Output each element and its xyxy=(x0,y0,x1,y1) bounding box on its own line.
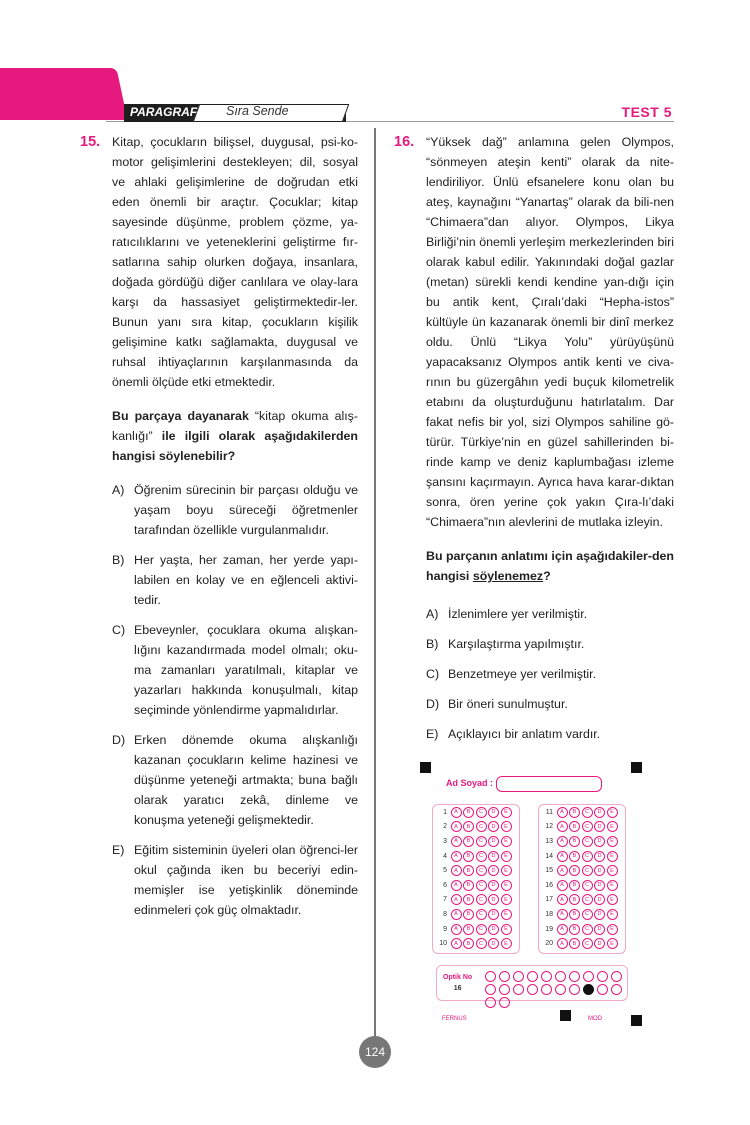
answer-bubble[interactable]: B xyxy=(569,938,580,949)
answer-bubble[interactable]: A xyxy=(451,821,462,832)
answer-row xyxy=(539,878,625,893)
answer-bubble[interactable]: C xyxy=(582,909,593,920)
answer-bubble[interactable]: B xyxy=(463,821,474,832)
answer-bubble[interactable]: D xyxy=(488,865,499,876)
answer-options xyxy=(426,604,674,744)
optik-bubble[interactable] xyxy=(583,971,594,982)
answer-bubble[interactable]: E xyxy=(607,909,618,920)
answer-bubble[interactable]: D xyxy=(488,924,499,935)
test-label: TEST 5 xyxy=(621,104,672,120)
column-divider xyxy=(374,128,376,1048)
answer-bubble[interactable]: D xyxy=(594,924,605,935)
answer-bubble[interactable]: A xyxy=(557,821,568,832)
answer-bubble[interactable]: B xyxy=(463,924,474,935)
answer-bubble[interactable]: B xyxy=(569,880,580,891)
header-rule xyxy=(346,121,674,122)
form-corner-mark xyxy=(631,1015,642,1026)
question-passage: Kitap, çocukların bilişsel, duygusal, psi-ko-motor gelişimlerini destekleyen; dil, sosyal ve ahlaki gelişimlerine de doğrudan etki eden önemli bir araçtır. Çocuklar; kitap sayesinde düşünme, problem çözme, ya-ratıcılıklarını ve yeteneklerini geliştirme fır-satlarına sahip olurken doğaya, insanlara, doğada gördüğü diğer canlılara ve olay-lara karşı da hassasiyet geliştirmektedir-ler. Bunun yanı sıra kitap, çocukların kişilik gelişimine katkı sağlamakta, duygusal ve ruhsal ihtiyaçlarının karşılanmasında da önemli ölçüde etki etmektedir. xyxy=(112,135,358,389)
answer-bubble[interactable]: D xyxy=(594,880,605,891)
name-label: Ad Soyad : xyxy=(446,778,494,788)
answer-bubble[interactable]: E xyxy=(607,924,618,935)
answer-bubble[interactable]: B xyxy=(463,909,474,920)
answer-bubble[interactable]: B xyxy=(463,938,474,949)
answer-bubble[interactable]: C xyxy=(476,894,487,905)
question-number: 16. xyxy=(394,134,415,150)
option-letter: A) xyxy=(426,607,439,621)
footer-brand-right: MOD xyxy=(588,1016,602,1022)
answer-bubble[interactable]: B xyxy=(569,865,580,876)
optik-label: Optik No 16 xyxy=(443,974,473,992)
answer-bubble[interactable]: A xyxy=(557,865,568,876)
answer-bubble[interactable]: A xyxy=(557,909,568,920)
answer-bubble[interactable]: B xyxy=(463,894,474,905)
answer-bubble[interactable]: E xyxy=(501,865,512,876)
option-text: İzlenimlere yer verilmiştir. xyxy=(448,607,588,621)
answer-bubble[interactable]: D xyxy=(488,894,499,905)
question-stem: Bu parçanın anlatımı için aşağıdakiler-den hangisi söylenemez? xyxy=(426,549,674,583)
answer-bubble[interactable]: A xyxy=(451,836,462,847)
answer-bubble[interactable]: D xyxy=(488,807,499,818)
optik-bubble[interactable] xyxy=(541,984,552,995)
answer-bubble[interactable]: A xyxy=(557,851,568,862)
option-letter: B) xyxy=(426,637,439,651)
answer-row xyxy=(433,805,519,820)
optik-bubble[interactable] xyxy=(499,984,510,995)
question-number: 15. xyxy=(80,134,101,150)
option-letter: A) xyxy=(112,483,125,497)
option-letter: B) xyxy=(112,553,125,567)
answer-bubble[interactable]: A xyxy=(557,924,568,935)
option-text: Eğitim sisteminin üyeleri olan öğrenci-ler okul çağında iken bu beceriyi edin-memişler ise yetişkinlik döneminde edinmeleri çok güç olmaktadır. xyxy=(134,843,358,917)
section-subtitle: Sıra Sende xyxy=(226,104,289,118)
answer-option[interactable] xyxy=(426,664,674,684)
answer-bubble[interactable]: A xyxy=(451,938,462,949)
row-number: 5 xyxy=(443,867,447,875)
answer-row xyxy=(539,849,625,864)
row-number: 18 xyxy=(545,910,553,918)
answer-row xyxy=(539,907,625,922)
answer-bubble[interactable]: E xyxy=(607,938,618,949)
answer-bubble[interactable]: E xyxy=(607,894,618,905)
row-number: 7 xyxy=(443,896,447,904)
answer-bubble[interactable]: C xyxy=(476,836,487,847)
form-corner-mark xyxy=(420,762,431,773)
option-text: Ebeveynler, çocuklara okuma alışkan-lığını kazandırmada model olmalı; oku-ma zamanları yaratılmalı, kitaplar ve yazarları hakkında konuşulmalı, kitap seçiminde yönlendirme yapmalıdırlar. xyxy=(134,623,358,717)
row-number: 2 xyxy=(443,823,447,831)
answer-bubble[interactable]: D xyxy=(594,938,605,949)
optik-bubble[interactable] xyxy=(555,984,566,995)
row-number: 17 xyxy=(545,896,553,904)
option-letter: E) xyxy=(112,843,125,857)
row-number: 19 xyxy=(545,925,553,933)
answer-bubble[interactable]: A xyxy=(451,909,462,920)
answer-option[interactable] xyxy=(112,620,358,720)
answer-bubble[interactable]: B xyxy=(569,821,580,832)
option-text: Her yaşta, her zaman, her yerde yapı-labilen en kolay ve en eğlenceli aktivi-tedir. xyxy=(134,553,358,607)
answer-bubble[interactable]: D xyxy=(488,880,499,891)
answer-option[interactable] xyxy=(426,694,674,714)
answer-bubble[interactable]: B xyxy=(463,836,474,847)
answer-bubble[interactable]: B xyxy=(569,894,580,905)
optik-bubble[interactable] xyxy=(527,971,538,982)
question-passage: “Yüksek dağ” anlamına gelen Olympos, “sönmeyen ateşin kenti” olarak da nite-lendiriliyor. Ünlü efsanelere konu olan bu ateş, kaynağını “Yanartaş” olarak da bili-nen “Chimaera”dan alıyor. Olympos, Likya Birliği’nin önemli yerleşim merkezlerinden biri olarak kabul edilir. Yakınındaki doğal gazlar (metan) sürekli kendi kendine yan-dığı için bu antik kent, Çıralı’daki “Hepha-istos” kültüyle ün kazanarak önemli bir dinî merkez oldu. Ünlü “Likya Yolu” yürüyüşünü yapacaksanız Olympos antik kenti ve civa-rının bu güzergâhın yedi buçuk kilometrelik etabını da oluşturduğunu hatırlatalım. Dar fakat nefis bir yol, sizi Olympos sahiline gö-türür. Türkiye’nin en güzel sahillerinden bi-rinde kamp ve deniz kaplumbağası izleme şansını kaçırmayın. Ayrıca hava karar-dıktan sonra, ören yerine çok yakın Çıra-lı’daki “Chimaera”nın alevlerini de mutlaka izleyin. xyxy=(426,135,674,529)
answer-bubble[interactable]: E xyxy=(501,836,512,847)
answer-bubble[interactable]: B xyxy=(569,851,580,862)
answer-bubble[interactable]: A xyxy=(557,938,568,949)
answer-bubble[interactable]: B xyxy=(569,924,580,935)
answer-bubble[interactable]: C xyxy=(582,807,593,818)
optik-bubble[interactable] xyxy=(569,984,580,995)
answer-bubble[interactable]: D xyxy=(488,836,499,847)
answer-row xyxy=(433,834,519,849)
answer-bubble[interactable]: E xyxy=(607,851,618,862)
answer-option[interactable] xyxy=(112,730,358,830)
optik-bubble[interactable] xyxy=(555,971,566,982)
optik-bubble[interactable] xyxy=(611,984,622,995)
optik-bubble[interactable] xyxy=(541,971,552,982)
form-corner-mark xyxy=(560,1010,571,1021)
option-letter: E) xyxy=(426,727,439,741)
answer-bubble[interactable]: B xyxy=(569,909,580,920)
row-number: 14 xyxy=(545,852,553,860)
row-number: 8 xyxy=(443,910,447,918)
answer-bubble[interactable]: B xyxy=(463,851,474,862)
answer-bubble[interactable]: D xyxy=(594,865,605,876)
optik-bubble[interactable] xyxy=(485,984,496,995)
answer-bubble[interactable]: C xyxy=(476,821,487,832)
answer-bubble[interactable]: E xyxy=(607,821,618,832)
row-number: 6 xyxy=(443,881,447,889)
question-stem: Bu parçaya dayanarak “kitap okuma alış-kanlığı” ile ilgili olarak aşağıdakilerden hangisi söylenebilir? xyxy=(112,409,358,463)
answer-column-right xyxy=(538,804,626,954)
optik-bubble[interactable] xyxy=(583,984,594,995)
answer-bubble[interactable]: A xyxy=(557,807,568,818)
answer-bubble[interactable]: C xyxy=(582,851,593,862)
answer-bubble[interactable]: D xyxy=(594,807,605,818)
answer-bubble[interactable]: A xyxy=(451,894,462,905)
question-16 xyxy=(394,132,674,754)
answer-row xyxy=(433,820,519,835)
answer-bubble[interactable]: E xyxy=(607,807,618,818)
answer-bubble[interactable]: C xyxy=(476,938,487,949)
option-text: Öğrenim sürecinin bir parçası olduğu ve yaşam boyu süreceği öğretmenler tarafından özellikle vurgulanmalıdır. xyxy=(134,483,358,537)
answer-column-left xyxy=(432,804,520,954)
row-number: 3 xyxy=(443,837,447,845)
answer-bubble[interactable]: D xyxy=(594,851,605,862)
answer-option[interactable] xyxy=(426,604,674,624)
footer-brand-left: FERNUS xyxy=(442,1016,467,1022)
answer-option[interactable] xyxy=(112,840,358,920)
option-letter: C) xyxy=(426,667,440,681)
row-number: 4 xyxy=(443,852,447,860)
answer-bubble[interactable]: E xyxy=(607,880,618,891)
answer-bubble[interactable]: D xyxy=(594,894,605,905)
answer-bubble[interactable]: A xyxy=(451,807,462,818)
header-rule-left xyxy=(106,121,124,122)
row-number: 20 xyxy=(545,940,553,948)
option-text: Benzetmeye yer verilmiştir. xyxy=(448,667,597,681)
form-corner-mark xyxy=(631,762,642,773)
answer-bubble[interactable]: E xyxy=(501,924,512,935)
answer-bubble[interactable]: D xyxy=(488,851,499,862)
answer-bubble[interactable]: B xyxy=(463,865,474,876)
answer-row xyxy=(539,922,625,937)
answer-row xyxy=(433,878,519,893)
answer-bubble[interactable]: E xyxy=(501,821,512,832)
answer-bubble[interactable]: A xyxy=(557,836,568,847)
answer-row xyxy=(433,863,519,878)
answer-bubble[interactable]: E xyxy=(607,836,618,847)
row-number: 16 xyxy=(545,881,553,889)
answer-row xyxy=(433,849,519,864)
answer-bubble[interactable]: D xyxy=(594,836,605,847)
answer-bubble[interactable]: C xyxy=(582,821,593,832)
name-field[interactable] xyxy=(496,776,602,792)
answer-bubble[interactable]: D xyxy=(594,821,605,832)
answer-row xyxy=(433,907,519,922)
row-number: 12 xyxy=(545,823,553,831)
answer-row xyxy=(539,863,625,878)
answer-bubble[interactable]: C xyxy=(582,880,593,891)
optik-bubble[interactable] xyxy=(611,971,622,982)
answer-bubble[interactable]: E xyxy=(607,865,618,876)
answer-row xyxy=(539,893,625,908)
optik-bubble[interactable] xyxy=(597,971,608,982)
answer-row xyxy=(539,834,625,849)
answer-row xyxy=(433,936,519,951)
answer-bubble[interactable]: A xyxy=(451,880,462,891)
answer-row xyxy=(539,936,625,951)
row-number: 13 xyxy=(545,837,553,845)
answer-bubble[interactable]: B xyxy=(569,807,580,818)
answer-bubble[interactable]: A xyxy=(557,880,568,891)
optik-bubble[interactable] xyxy=(513,971,524,982)
answer-row xyxy=(539,805,625,820)
answer-bubble[interactable]: C xyxy=(582,865,593,876)
option-text: Karşılaştırma yapılmıştır. xyxy=(448,637,585,651)
optik-bubble[interactable] xyxy=(513,984,524,995)
answer-bubble[interactable]: C xyxy=(476,865,487,876)
option-letter: D) xyxy=(426,697,440,711)
row-number: 11 xyxy=(545,808,553,816)
section-title: PARAGRAF xyxy=(130,105,198,119)
answer-bubble[interactable]: C xyxy=(582,894,593,905)
answer-bubble[interactable]: E xyxy=(501,807,512,818)
option-text: Erken dönemde okuma alışkanlığı kazanan çocukların kelime hazinesi ve düşünme yeteneği artmakta; buna bağlı olarak yaratıcı zekâ, dinleme ve konuşma yeteneği gelişmektedir. xyxy=(134,733,358,827)
optik-bubble[interactable] xyxy=(485,971,496,982)
answer-bubble[interactable]: D xyxy=(488,821,499,832)
answer-options xyxy=(112,480,358,920)
answer-bubble[interactable]: D xyxy=(488,909,499,920)
optik-bubble[interactable] xyxy=(597,984,608,995)
answer-bubble[interactable]: C xyxy=(476,807,487,818)
answer-row xyxy=(433,893,519,908)
answer-bubble[interactable]: C xyxy=(476,851,487,862)
row-number: 10 xyxy=(439,940,447,948)
answer-bubble[interactable]: E xyxy=(501,851,512,862)
page-number: 124 xyxy=(359,1036,391,1068)
answer-bubble[interactable]: A xyxy=(451,865,462,876)
answer-bubble[interactable]: D xyxy=(488,938,499,949)
answer-row xyxy=(539,820,625,835)
optik-bubbles xyxy=(483,970,627,1009)
optical-answer-form xyxy=(420,760,642,1030)
answer-bubble[interactable]: E xyxy=(501,909,512,920)
optik-bubble[interactable] xyxy=(527,984,538,995)
optik-bubble[interactable] xyxy=(569,971,580,982)
answer-bubble[interactable]: E xyxy=(501,880,512,891)
row-number: 15 xyxy=(545,867,553,875)
answer-bubble[interactable]: B xyxy=(463,807,474,818)
optik-bubble[interactable] xyxy=(499,997,510,1008)
row-number: 9 xyxy=(443,925,447,933)
answer-option[interactable] xyxy=(112,480,358,540)
answer-option[interactable] xyxy=(112,550,358,610)
answer-bubble[interactable]: C xyxy=(582,924,593,935)
option-letter: D) xyxy=(112,733,126,747)
answer-option[interactable] xyxy=(426,634,674,654)
answer-bubble[interactable]: E xyxy=(501,938,512,949)
option-letter: C) xyxy=(112,623,126,637)
row-number: 1 xyxy=(443,808,447,816)
header-pink-tab xyxy=(0,68,106,120)
optik-bubble[interactable] xyxy=(499,971,510,982)
option-text: Bir öneri sunulmuştur. xyxy=(448,697,568,711)
answer-bubble[interactable]: C xyxy=(476,909,487,920)
answer-option[interactable] xyxy=(426,724,674,744)
answer-bubble[interactable]: A xyxy=(451,851,462,862)
answer-bubble[interactable]: C xyxy=(582,836,593,847)
answer-bubble[interactable]: E xyxy=(501,894,512,905)
answer-bubble[interactable]: A xyxy=(451,924,462,935)
answer-bubble[interactable]: B xyxy=(569,836,580,847)
question-15 xyxy=(80,132,358,930)
answer-bubble[interactable]: C xyxy=(476,880,487,891)
answer-bubble[interactable]: C xyxy=(582,938,593,949)
answer-bubble[interactable]: C xyxy=(476,924,487,935)
optik-bubble[interactable] xyxy=(485,997,496,1008)
answer-bubble[interactable]: B xyxy=(463,880,474,891)
answer-bubble[interactable]: A xyxy=(557,894,568,905)
optik-no-box xyxy=(436,965,628,1001)
answer-row xyxy=(433,922,519,937)
answer-bubble[interactable]: D xyxy=(594,909,605,920)
option-text: Açıklayıcı bir anlatım vardır. xyxy=(448,727,601,741)
